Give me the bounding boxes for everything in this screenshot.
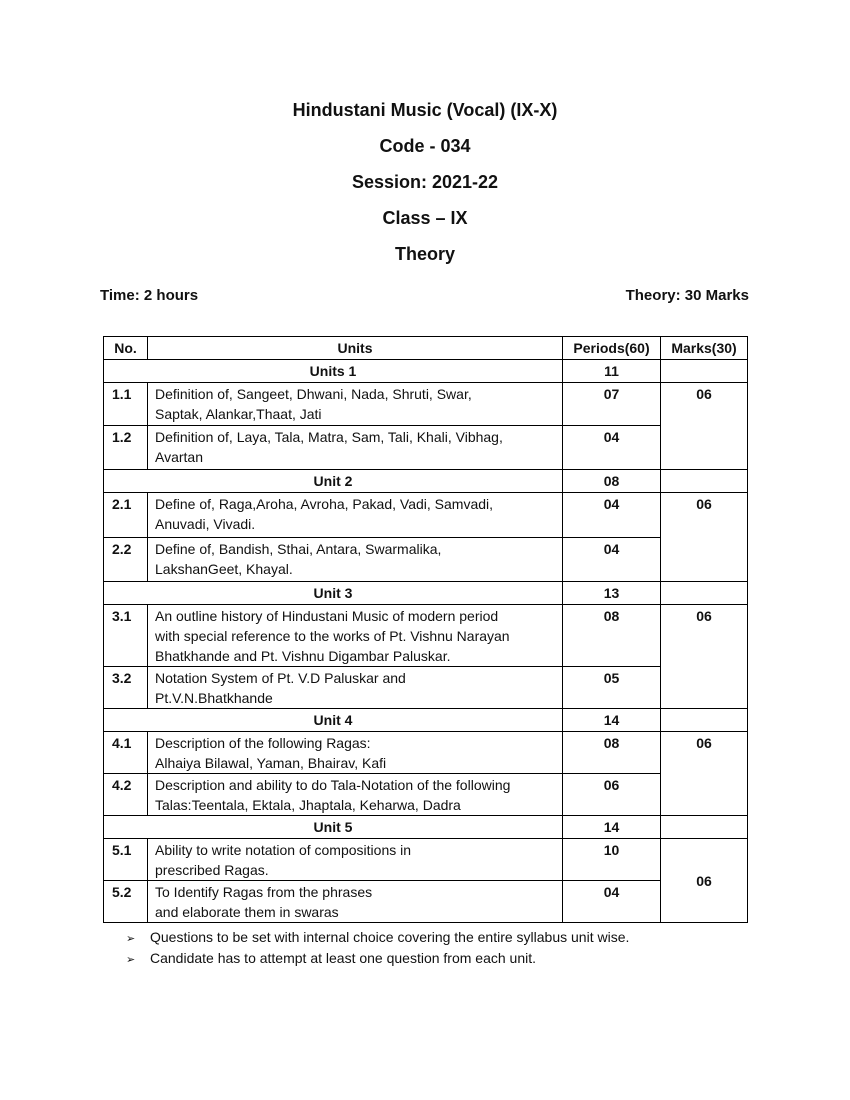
unit-periods: 13 (563, 582, 661, 605)
topic-line: prescribed Ragas. (155, 862, 269, 878)
topic-number: 1.1 (104, 383, 148, 426)
unit-row (104, 816, 748, 839)
subject-code: Code - 034 (379, 136, 471, 156)
table-row (104, 839, 748, 881)
unit-title: Unit 5 (104, 816, 563, 839)
topic-number: 2.2 (104, 538, 148, 582)
session-label: Session: 2021-22 (351, 172, 499, 192)
unit-periods: 14 (563, 709, 661, 732)
topic-line: To Identify Ragas from the phrases (155, 884, 373, 900)
table-row (104, 538, 748, 582)
table-header-row (104, 337, 748, 360)
theory-heading: Theory (394, 244, 455, 264)
table-row (104, 426, 748, 470)
topic-periods: 08 (563, 605, 661, 667)
table-row (104, 732, 748, 774)
topic-number: 2.1 (104, 493, 148, 538)
unit-marks-blank (661, 470, 748, 493)
arrow-bullet-icon: ➢ (126, 954, 136, 966)
topic-number: 4.2 (104, 774, 148, 816)
header-marks: Marks(30) (661, 337, 748, 360)
marks-label: Theory: 30 Marks (625, 287, 749, 304)
topic-line: Talas:Teentala, Ektala, Jhaptala, Keharwa, Dadra (155, 797, 461, 813)
topic-line: An outline history of Hindustani Music of modern period (155, 608, 499, 624)
unit-marks-blank (661, 360, 748, 383)
unit-title: Unit 3 (104, 582, 563, 605)
time-label: Time: 2 hours (100, 287, 199, 304)
topic-line: Description of the following Ragas: (155, 735, 371, 751)
topic-periods: 04 (563, 881, 661, 923)
unit-row (104, 709, 748, 732)
unit-marks: 06 (661, 493, 748, 582)
topic-line: Definition of, Sangeet, Dhwani, Nada, Shruti, Swar, (155, 386, 472, 402)
topic-line: with special reference to the works of Pt. Vishnu Narayan (155, 628, 510, 644)
unit-marks-blank (661, 709, 748, 732)
table-row (104, 383, 748, 426)
unit-periods: 14 (563, 816, 661, 839)
topic-description (148, 426, 563, 470)
topic-periods: 08 (563, 732, 661, 774)
topic-line: and elaborate them in swaras (155, 904, 339, 920)
header-units: Units (148, 337, 563, 360)
topic-description (148, 538, 563, 582)
topic-description (148, 493, 563, 538)
note-item (126, 927, 629, 948)
arrow-bullet-icon: ➢ (126, 933, 136, 945)
unit-marks: 06 (661, 732, 748, 816)
topic-periods: 04 (563, 493, 661, 538)
note-text: Questions to be set with internal choice covering the entire syllabus unit wise. (150, 929, 630, 945)
topic-line: Define of, Raga,Aroha, Avroha, Pakad, Vadi, Samvadi, (155, 496, 494, 512)
table-row (104, 774, 748, 816)
topic-description (148, 774, 563, 816)
unit-periods: 11 (563, 360, 661, 383)
note-text: Candidate has to attempt at least one question from each unit. (150, 950, 537, 966)
topic-line: Bhatkhande and Pt. Vishnu Digambar Paluskar. (155, 648, 451, 664)
topic-line: Notation System of Pt. V.D Paluskar and (155, 670, 406, 686)
topic-line: Define of, Bandish, Sthai, Antara, Swarmalika, (155, 541, 442, 557)
topic-number: 5.2 (104, 881, 148, 923)
syllabus-body (104, 360, 748, 923)
topic-description (148, 667, 563, 709)
table-row (104, 493, 748, 538)
topic-periods: 05 (563, 667, 661, 709)
topic-number: 5.1 (104, 839, 148, 881)
topic-description (148, 839, 563, 881)
topic-description (148, 605, 563, 667)
topic-line: Saptak, Alankar,Thaat, Jati (155, 406, 322, 422)
unit-marks: 06 (661, 839, 748, 923)
unit-title: Units 1 (104, 360, 563, 383)
topic-line: Pt.V.N.Bhatkhande (155, 690, 273, 706)
unit-marks: 06 (661, 383, 748, 470)
topic-periods: 10 (563, 839, 661, 881)
note-item (126, 948, 629, 969)
topic-periods: 07 (563, 383, 661, 426)
unit-row (104, 360, 748, 383)
table-row (104, 667, 748, 709)
topic-description (148, 881, 563, 923)
unit-marks: 06 (661, 605, 748, 709)
topic-number: 3.2 (104, 667, 148, 709)
topic-periods: 04 (563, 426, 661, 470)
topic-line: Ability to write notation of compositions in (155, 842, 412, 858)
unit-periods: 08 (563, 470, 661, 493)
topic-number: 3.1 (104, 605, 148, 667)
topic-line: Avartan (155, 449, 203, 465)
unit-row (104, 470, 748, 493)
unit-row (104, 582, 748, 605)
unit-marks-blank (661, 816, 748, 839)
topic-line: Alhaiya Bilawal, Yaman, Bhairav, Kafi (155, 755, 387, 771)
unit-marks-blank (661, 582, 748, 605)
document-title: Hindustani Music (Vocal) (IX-X) (292, 100, 558, 120)
topic-line: Definition of, Laya, Tala, Matra, Sam, Tali, Khali, Vibhag, (155, 429, 503, 445)
unit-title: Unit 2 (104, 470, 563, 493)
topic-line: LakshanGeet, Khayal. (155, 561, 293, 577)
topic-periods: 04 (563, 538, 661, 582)
topic-line: Anuvadi, Vivadi. (155, 516, 256, 532)
topic-description (148, 383, 563, 426)
topic-number: 1.2 (104, 426, 148, 470)
table-row (104, 605, 748, 667)
unit-title: Unit 4 (104, 709, 563, 732)
topic-number: 4.1 (104, 732, 148, 774)
notes-list (126, 927, 629, 969)
topic-line: Description and ability to do Tala-Notation of the following (155, 777, 511, 793)
table-row (104, 881, 748, 923)
header-periods: Periods(60) (563, 337, 661, 360)
syllabus-table (103, 336, 748, 923)
class-label: Class – IX (382, 208, 468, 228)
header-no: No. (104, 337, 148, 360)
topic-periods: 06 (563, 774, 661, 816)
topic-description (148, 732, 563, 774)
